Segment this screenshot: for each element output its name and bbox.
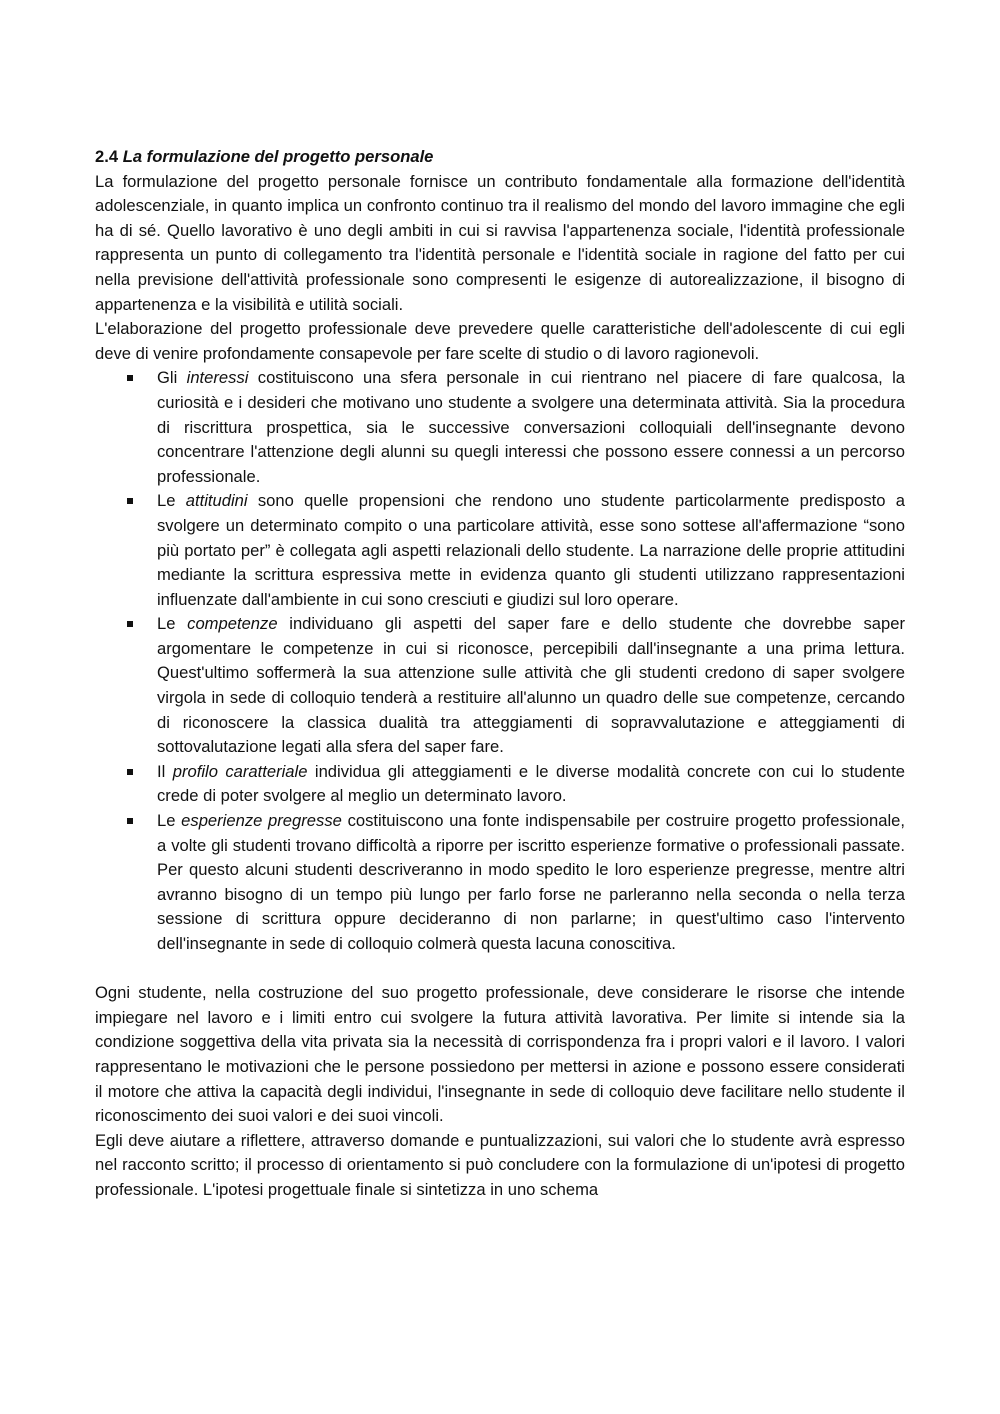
- list-item-esperienze-pregresse: [157, 809, 905, 957]
- closing-paragraph-2: Egli deve aiutare a riflettere, attraverso domande e puntualizzazioni, sui valori che lo studente avrà espresso nel racconto scritto; il processo di orientamento si può concludere con la formulazione di un'ipotesi di progetto professionale. L'ipotesi progettuale finale si sintetizza in uno schema: [95, 1130, 905, 1199]
- list-item-prefix: Gli: [157, 368, 187, 388]
- list-item-interessi: [157, 366, 905, 489]
- list-item-prefix: Le: [157, 811, 182, 831]
- list-item-text: sono quelle propensioni che rendono uno studente particolarmente predisposto a svolgere un determinato compito o una particolare attività, esse sono sottese all'affermazione “sono più portato per” è collegata agli aspetti relazionali dello studente. La narrazione delle proprie attitudini mediante la scrittura espressiva mette in evidenza quanto gli studenti utilizzano rappresentazioni influenzate dall'ambiente in cui sono cresciuti e giudizi sul loro operare.: [157, 491, 905, 609]
- list-item-attitudini: [157, 489, 905, 612]
- section-number: 2.4: [95, 147, 119, 166]
- list-item-text: costituiscono una sfera personale in cui rientrano nel piacere di fare qualcosa, la curiosità e i desideri che motivano uno studente a svolgere una determinata attività. Sia la procedura di riscrittura prospettica, sia le successive conversazioni colloquiali dell'insegnante devono concentrare l'attenzione degli alunni su quegli interessi che possono essere connessi a un percorso professionale.: [157, 368, 906, 486]
- square-bullet-icon: [127, 769, 133, 775]
- elaboration-paragraph: L'elaborazione del progetto professionale deve prevedere quelle caratteristiche dell'adolescente di cui egli deve di venire profondamente consapevole per fare scelte di studio o di lavoro ragionevoli.: [95, 319, 905, 363]
- section-title: La formulazione del progetto personale: [122, 147, 434, 166]
- square-bullet-icon: [127, 375, 133, 381]
- paragraph-spacer: [95, 957, 905, 982]
- list-item-text: individuano gli aspetti del saper fare e dello studente che dovrebbe saper argomentare le competenze in cui si riconosce, percepibili dall'insegnante a una prima lettura. Quest'ultimo soffermerà la sua attenzione sulle attività che gli studenti credono di saper svolgere virgola in sede di colloquio tenderà a restituire all'alunno un quadro delle sue competenze, cercando di riconoscere la classica dualità tra atteggiamenti di sopravvalutazione e atteggiamenti di sottovalutazione legati alla sfera del saper fare.: [157, 614, 905, 757]
- document-page: [95, 145, 905, 1203]
- characteristics-list: [95, 366, 905, 956]
- square-bullet-icon: [127, 621, 133, 627]
- list-item-text: costituiscono una fonte indispensabile per costruire progetto professionale, a volte gli studenti trovano difficoltà a riporre per iscritto esperienze formative o professionali passate. Per questo alcuni studenti descriveranno in modo spedito le loro esperienze pregresse, mentre altri avranno bisogno di un tempo più lungo per farlo forse ne parleranno nella seconda o nella terza sessione di scrittura oppure decideranno di non parlarne; in quest'ultimo caso l'intervento dell'insegnante in sede di colloquio colmerà questa lacuna conoscitiva.: [157, 811, 906, 953]
- square-bullet-icon: [127, 818, 133, 824]
- list-item-competenze: [157, 612, 905, 760]
- intro-paragraph: La formulazione del progetto personale fornisce un contributo fondamentale alla formazione dell'identità adolescenziale, in quanto implica un confronto continuo tra il realismo del mondo del lavoro immagine che egli ha di sé. Quello lavorativo è uno degli ambiti in cui si ravvisa l'appartenenza sociale, l'identità professionale rappresenta un punto di collegamento tra l'identità personale e l'identità sociale in ragione del fatto per cui nella previsione dell'attività professionale sono compresenti le esigenze di autorealizzazione, il bisogno di appartenenza e la visibilità e utilità sociali.: [95, 171, 905, 314]
- list-item-prefix: Le: [157, 614, 188, 634]
- list-item-term: interessi: [186, 368, 249, 388]
- list-item-profilo-caratteriale: [157, 760, 905, 809]
- square-bullet-icon: [127, 498, 133, 504]
- list-item-term: esperienze pregresse: [181, 811, 342, 831]
- closing-paragraph-1: Ogni studente, nella costruzione del suo progetto professionale, deve considerare le risorse che intende impiegare nel lavoro e i limiti entro cui svolgere la futura attività lavorativa. Per limite si intende sia la condizione soggettiva della vita privata sia la necessità di corrispondenza fra i propri valori e il lavoro. I valori rappresentano le motivazioni che le persone possiedono per mettersi in azione e possono essere considerati il motore che attiva la capacità degli individui, l'insegnante in sede di colloquio deve facilitare nello studente il riconoscimento dei suoi valori e dei suoi vincoli.: [95, 983, 905, 1126]
- list-item-term: competenze: [187, 614, 278, 634]
- list-item-text: individua gli atteggiamenti e le diverse modalità concrete con cui lo studente crede di poter svolgere al meglio un determinato lavoro.: [157, 761, 905, 806]
- section-heading: [95, 145, 905, 170]
- list-item-prefix: Le: [157, 491, 186, 511]
- list-item-term: attitudini: [185, 491, 248, 511]
- list-item-term: profilo caratteriale: [172, 761, 308, 781]
- list-item-prefix: Il: [157, 761, 173, 781]
